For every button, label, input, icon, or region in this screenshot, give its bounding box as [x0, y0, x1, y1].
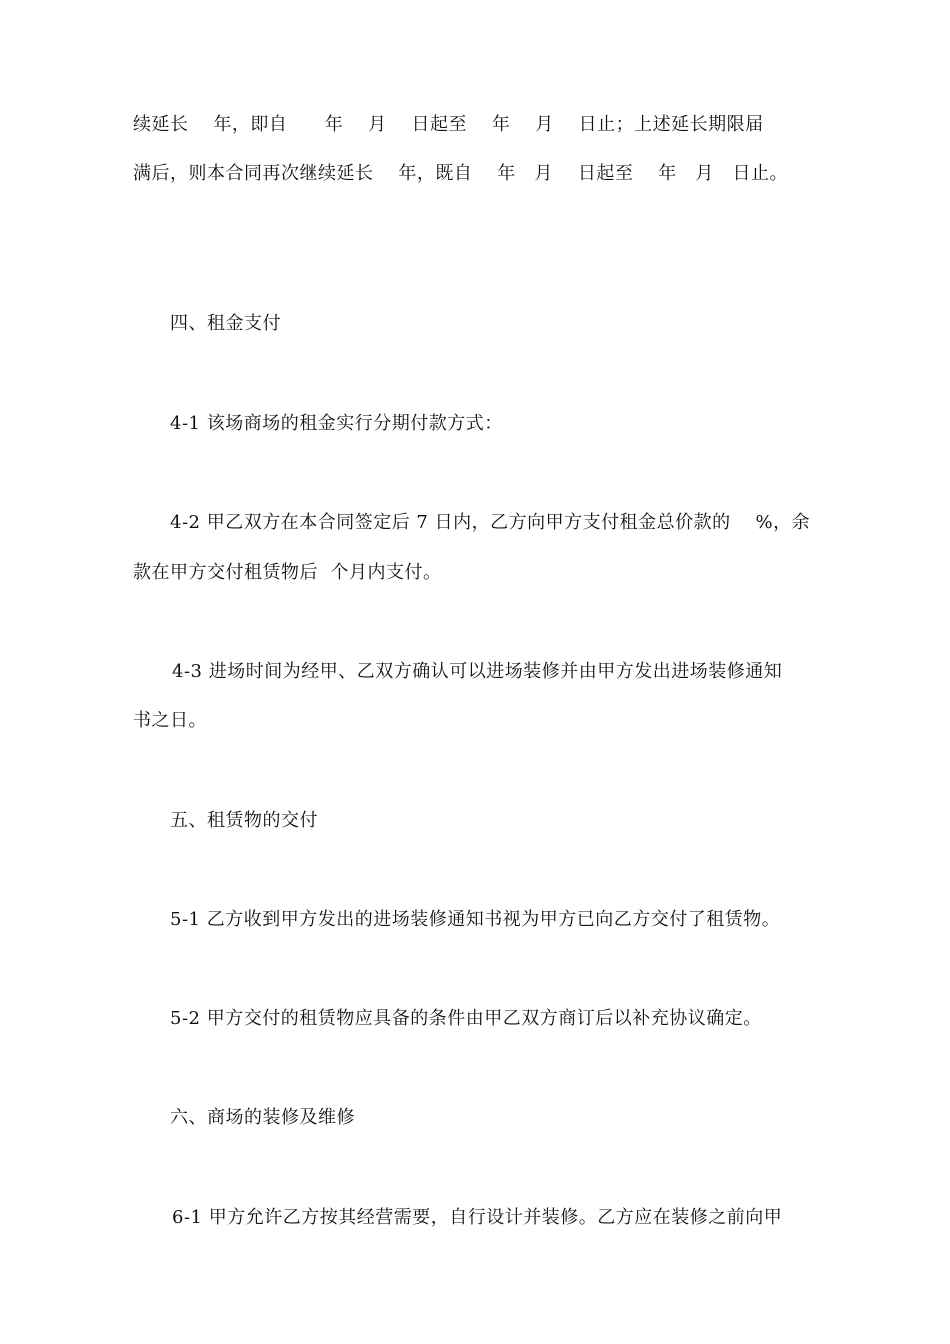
clause-line: 5-1 乙方收到甲方发出的进场装修通知书视为甲方已向乙方交付了租赁物。 [170, 909, 781, 930]
paragraph-line: 满后，则本合同再次继续延长 年，既自 年 月 日起至 年 月 日止。 [133, 163, 789, 184]
section-heading: 六、商场的装修及维修 [170, 1107, 355, 1128]
clause-line: 书之日。 [133, 710, 207, 731]
clause-line: 款在甲方交付租赁物后 个月内支付。 [133, 562, 442, 583]
section-heading: 五、租赁物的交付 [170, 810, 318, 831]
clause-line: 4-1 该场商场的租金实行分期付款方式： [170, 413, 503, 434]
section-heading: 四、租金支付 [170, 313, 281, 334]
clause-line: 4-2 甲乙双方在本合同签定后 7 日内，乙方向甲方支付租金总价款的 %，余 [170, 512, 811, 533]
clause-line: 4-3 进场时间为经甲、乙双方确认可以进场装修并由甲方发出进场装修通知 [172, 661, 783, 682]
paragraph-line: 续延长 年，即自 年 月 日起至 年 月 日止；上述延长期限届 [133, 114, 764, 135]
clause-line: 6-1 甲方允许乙方按其经营需要，自行设计并装修。乙方应在装修之前向甲 [172, 1207, 783, 1228]
clause-line: 5-2 甲方交付的租赁物应具备的条件由甲乙双方商订后以补充协议确定。 [170, 1008, 762, 1029]
